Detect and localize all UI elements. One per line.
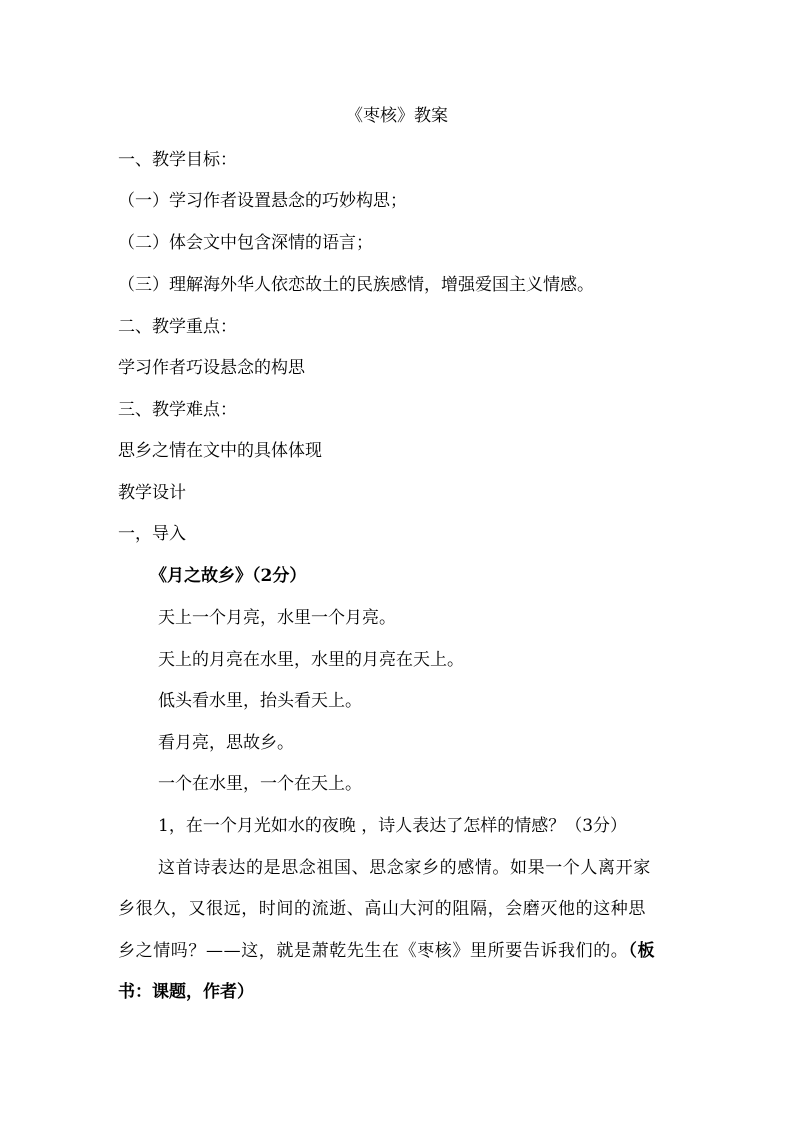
poem-line: 一个在水里，一个在天上。 [158,774,362,794]
answer-text: 乡之情吗？——这，就是萧乾先生在《枣核》里所要告诉我们的。 [118,941,629,961]
poem-title: 《月之故乡》（2分） [150,566,307,586]
difficulty-heading: 三、教学难点： [118,400,237,420]
answer-line: 这首诗表达的是思念祖国、思念家乡的感情。如果一个人离开家 [158,858,651,878]
goal-3: （三）理解海外华人依恋故土的民族感情，增强爱国主义情感。 [118,275,594,295]
key-heading: 二、教学重点： [118,317,237,337]
document-title: 《枣核》教案 [346,106,448,126]
goals-heading: 一、教学目标： [118,150,237,170]
key-text: 学习作者巧设悬念的构思 [118,358,305,378]
question-1: 1，在一个月光如水的夜晚 ，诗人表达了怎样的情感？（3分） [158,816,628,836]
poem-line: 低头看水里，抬头看天上。 [158,691,362,711]
poem-line: 天上的月亮在水里，水里的月亮在天上。 [158,650,464,670]
answer-line: 乡很久，又很远，时间的流逝、高山大河的阻隔，会磨灭他的这种思 [118,899,646,919]
difficulty-text: 思乡之情在文中的具体体现 [118,441,322,461]
intro-heading: 一，导入 [118,524,186,544]
poem-line: 看月亮，思故乡。 [158,733,294,753]
poem-line: 天上一个月亮，水里一个月亮。 [158,608,396,628]
goal-2: （二）体会文中包含深情的语言； [118,233,373,253]
design-heading: 教学设计 [118,483,186,503]
answer-line [118,939,678,963]
goal-1: （一）学习作者设置悬念的巧妙构思； [118,191,407,211]
board-note-end: 书：课题，作者） [118,982,254,1002]
board-note-start: （板 [628,941,656,961]
